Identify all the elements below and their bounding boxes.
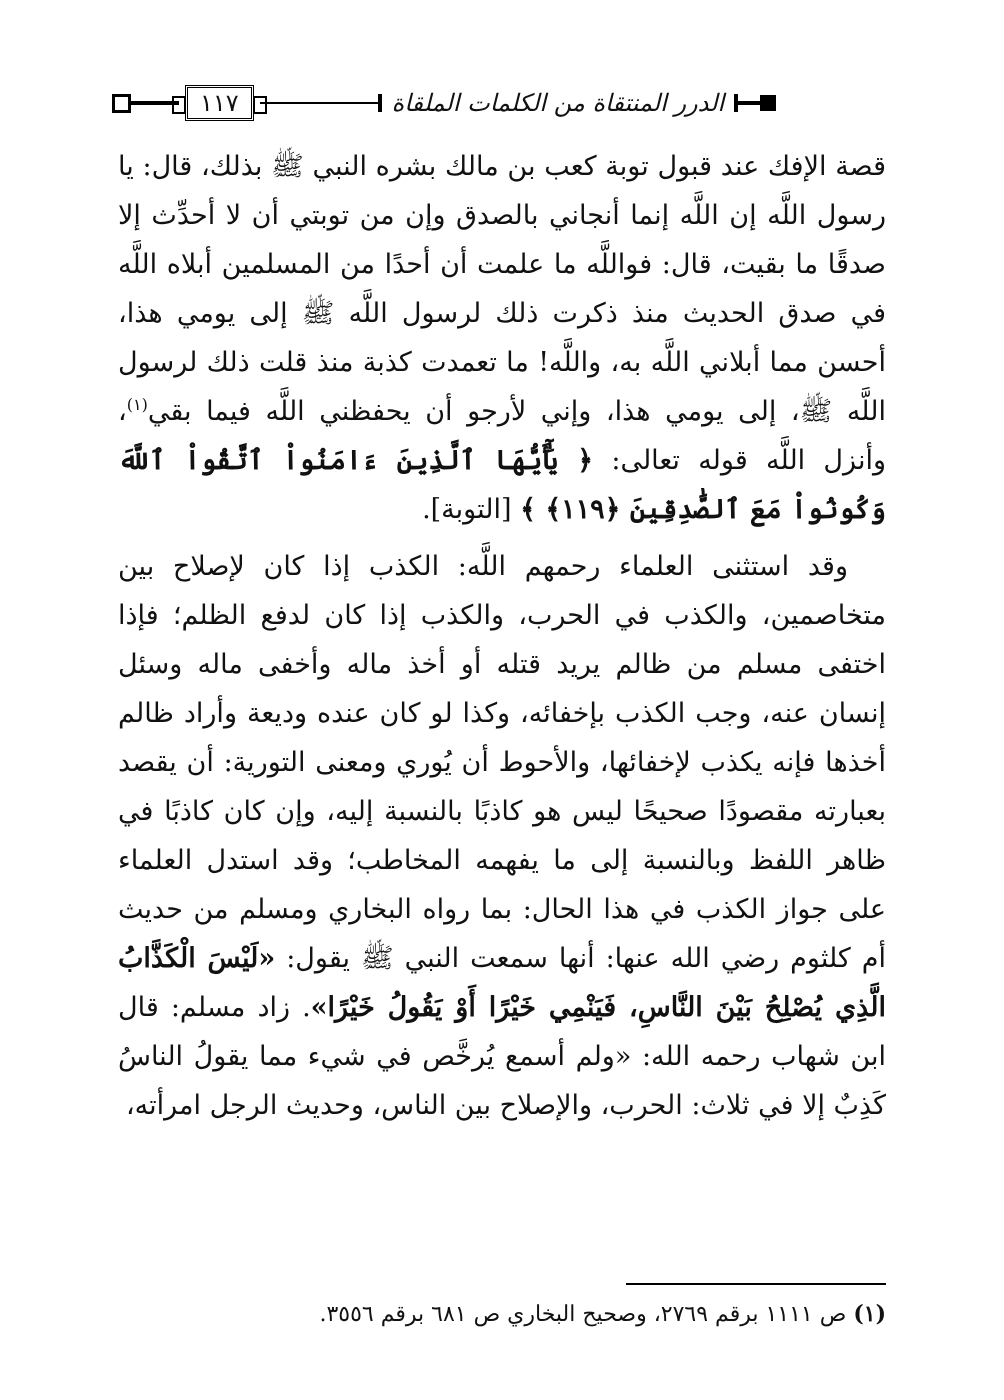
quran-verse: ﴿ يَٰٓأَيُّهَا ٱلَّذِينَ ءَامَنُواْ ٱتَّقُواْ ٱللَّهَ وَكُونُواْ مَعَ ٱلصَّٰدِقِينَ ﴿١١٩﴾ ﴾ xyxy=(118,445,886,525)
paragraph-text-end: . زاد مسلم: قال ابن شهاب رحمه الله: «ولم أسمع يُرخَّص في شيء مما يقولُ الناسُ كَذِبٌ إلا في ثلاث: الحرب، والإصلاح بين الناس، وحديث الرجل امرأته، xyxy=(118,992,886,1121)
text-line: اللَّه في صدق الحديث منذ ذكرت ذلك لرسول اللَّه ﷺ إلى يومي xyxy=(118,249,886,329)
paragraph-2 xyxy=(118,542,886,1130)
footnote-number: (١) xyxy=(853,1301,886,1327)
header-ornament-right xyxy=(760,95,776,111)
page-header xyxy=(112,78,892,128)
footnote-text: ص ١١١١ برقم ٢٧٦٩، وصحيح البخاري ص ٦٨١ برقم ٣٥٥٦. xyxy=(319,1302,854,1327)
paragraph-text: وقد استثنى العلماء رحمهم اللَّه: الكذب إذا كان لإصلاح بين متخاصمين، والكذب في الحرب، والكذب إذا كان لدفع الظلم؛ فإذا اختفى مسلم من ظالم يريد قتله أو أخذ ماله وأخفى ماله وسئل إنسان عنه، وجب الكذب بإخفائه، وكذا لو كان عنده وديعة وأراد ظالم أخذها فإنه يكذب لإخفائها، والأحوط أن يُوري ومعنى التورية: أن يقصد بعبارته مقصودًا صحيحًا ليس هو كاذبًا بالنسبة إليه، وإن كان كاذبًا في ظاهر اللفظ وبالنسبة إلى ما يفهمه المخاطب؛ وقد استدل العلماء على جواز الكذب في هذا الحال: بما رواه البخاري ومسلم من حديث أم كلثوم رضي الله عنها: أنها سمعت النبي ﷺ يقول: xyxy=(118,551,886,974)
hadith-quote: «لَيْسَ الْكَذَّابُ الَّذِي يُصْلِحُ بَيْنَ النَّاسِ، فَيَنْمِي خَيْرًا أَوْ يَقُولُ خَيْرًا» xyxy=(118,943,886,1023)
header-rule-middle xyxy=(260,102,378,104)
main-text xyxy=(118,142,886,1130)
header-rule-right xyxy=(738,101,760,105)
text-line: إلا صدقًا ما بقيت، قال: فواللَّه ما علمت أن أحدًا من المسلمين أبلاه xyxy=(118,200,886,280)
header-ornament-left xyxy=(112,94,131,113)
paragraph-1 xyxy=(118,142,886,534)
text-line: يا رسول اللَّه إن اللَّه إنما أنجاني بالصدق وإن من توبتي أن لا أحدِّث xyxy=(118,151,886,231)
text-line: هذا، أحسن مما أبلاني اللَّه به، واللَّه! ما تعمدت كذبة منذ قلت ذلك xyxy=(118,298,886,378)
footnote-reference[interactable]: (١) xyxy=(126,395,148,414)
surah-reference: [التوبة]. xyxy=(422,494,521,525)
footnote-separator xyxy=(626,1283,886,1285)
text-line: ، وأنزل اللَّه قوله تعالى: xyxy=(118,396,887,476)
book-title: الدرر المنتقاة من الكلمات الملقاة xyxy=(391,89,725,117)
text-line: قصة الإفك عند قبول توبة كعب بن مالك بشره النبي ﷺ بذلك، قال: xyxy=(142,151,886,182)
footnote xyxy=(118,1298,886,1331)
text-line: لرسول اللَّه ﷺ، إلى يومي هذا، وإني لأرجو أن يحفظني اللَّه فيما xyxy=(118,347,886,427)
text-line: بقي xyxy=(147,396,192,427)
page-number: ١١٧ xyxy=(185,85,254,121)
